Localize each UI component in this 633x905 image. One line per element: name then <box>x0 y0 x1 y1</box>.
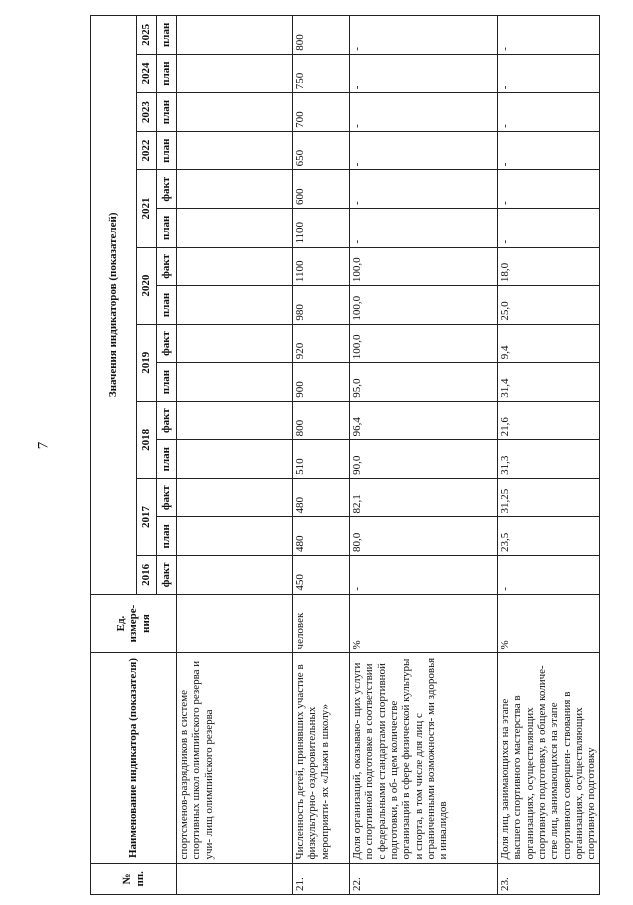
value-cell <box>177 286 293 325</box>
value-cell: - <box>498 208 600 247</box>
value-cell: 80,0 <box>350 517 498 556</box>
value-cell: 980 <box>293 286 350 325</box>
value-cell: - <box>498 54 600 93</box>
value-cell: 82,1 <box>350 478 498 517</box>
header-plan-3: план <box>157 440 177 479</box>
value-cell: - <box>350 556 498 595</box>
value-cell: - <box>350 170 498 209</box>
value-cell: - <box>498 93 600 132</box>
indicator-unit: % <box>350 594 498 653</box>
value-cell <box>177 16 293 55</box>
table-row <box>293 16 350 895</box>
header-year-2021: 2021 <box>137 170 157 247</box>
value-cell <box>177 170 293 209</box>
header-year-2016: 2016 <box>137 556 157 595</box>
value-cell: 100,0 <box>350 247 498 286</box>
value-cell: 31,25 <box>498 478 600 517</box>
value-cell <box>177 363 293 402</box>
value-cell: 100,0 <box>350 324 498 363</box>
value-cell: 650 <box>293 131 350 170</box>
value-cell: 480 <box>293 478 350 517</box>
header-fakt-2: факт <box>157 478 177 517</box>
table-row <box>350 16 498 895</box>
value-cell: 21,6 <box>498 401 600 440</box>
value-cell: 480 <box>293 517 350 556</box>
landscape-table-container <box>90 15 598 895</box>
value-cell: - <box>350 131 498 170</box>
header-year-2018: 2018 <box>137 401 157 478</box>
value-cell <box>177 54 293 93</box>
indicator-name: Доля организаций, оказываю- щих услуги по спортивной подготовке в соответствии с федеральными стандартами спортивной подготовки, в об- щем количестве организаций в сфере физической культуры и спорта, в том числе для лиц с ограниченными возможностя- ми здоровья и инвалидов <box>350 653 498 863</box>
header-fakt-0: факт <box>157 556 177 595</box>
indicators-table <box>90 15 600 895</box>
row-number <box>177 863 293 894</box>
header-year-2022: 2022 <box>137 131 157 170</box>
header-year-2023: 2023 <box>137 93 157 132</box>
value-cell: 1100 <box>293 208 350 247</box>
indicator-unit: % <box>498 594 600 653</box>
header-num: № пп. <box>91 863 177 894</box>
header-year-2024: 2024 <box>137 54 157 93</box>
indicator-name: Доля лиц, занимающихся на этапе высшего спортивного мастерства в организациях, осуществляющих спортивную подготовку, в общем количе- стве лиц, занимающихся на этапе спортивного совершен- ствования в организациях, осуществляющих спортивную подготовку <box>498 653 600 863</box>
header-year-2017: 2017 <box>137 478 157 555</box>
value-cell: 95,0 <box>350 363 498 402</box>
value-cell: - <box>350 54 498 93</box>
value-cell: 510 <box>293 440 350 479</box>
value-cell: - <box>498 131 600 170</box>
header-values: Значения индикаторов (показателей) <box>91 16 137 595</box>
row-number: 23. <box>498 863 600 894</box>
row-number: 22. <box>350 863 498 894</box>
value-cell: 450 <box>293 556 350 595</box>
value-cell <box>177 556 293 595</box>
value-cell: 23,5 <box>498 517 600 556</box>
header-plan-13: план <box>157 54 177 93</box>
header-unit: Ед. измере- ния <box>91 594 177 653</box>
value-cell: 31,3 <box>498 440 600 479</box>
value-cell <box>177 324 293 363</box>
header-fakt-8: факт <box>157 247 177 286</box>
value-cell: 18,0 <box>498 247 600 286</box>
value-cell: 700 <box>293 93 350 132</box>
value-cell: - <box>350 16 498 55</box>
table-row <box>498 16 600 895</box>
value-cell: - <box>498 556 600 595</box>
header-year-2020: 2020 <box>137 247 157 324</box>
value-cell: 920 <box>293 324 350 363</box>
value-cell: 96,4 <box>350 401 498 440</box>
page-number: 7 <box>35 441 52 450</box>
value-cell <box>177 208 293 247</box>
value-cell: - <box>350 208 498 247</box>
header-name: Наименование индикатора (показателя) <box>91 653 177 863</box>
value-cell: 800 <box>293 401 350 440</box>
header-fakt-10: факт <box>157 170 177 209</box>
header-plan-12: план <box>157 93 177 132</box>
value-cell: - <box>350 93 498 132</box>
header-plan-11: план <box>157 131 177 170</box>
value-cell <box>177 517 293 556</box>
value-cell <box>177 93 293 132</box>
value-cell: - <box>498 16 600 55</box>
header-plan-7: план <box>157 286 177 325</box>
value-cell: 1100 <box>293 247 350 286</box>
header-plan-9: план <box>157 208 177 247</box>
value-cell: 25,0 <box>498 286 600 325</box>
header-fakt-6: факт <box>157 324 177 363</box>
row-number: 21. <box>293 863 350 894</box>
value-cell <box>177 440 293 479</box>
indicator-name: Численность детей, принявших участие в физкультурно- оздоровительных мероприяти- ях «Лыжи в школу» <box>293 653 350 863</box>
header-year-2025: 2025 <box>137 16 157 55</box>
value-cell <box>177 131 293 170</box>
header-plan-5: план <box>157 363 177 402</box>
indicator-unit <box>177 594 293 653</box>
header-year-2019: 2019 <box>137 324 157 401</box>
header-plan-1: план <box>157 517 177 556</box>
value-cell <box>177 401 293 440</box>
value-cell: 800 <box>293 16 350 55</box>
value-cell: - <box>498 170 600 209</box>
header-fakt-4: факт <box>157 401 177 440</box>
value-cell <box>177 478 293 517</box>
indicator-unit: человек <box>293 594 350 653</box>
header-plan-14: план <box>157 16 177 55</box>
value-cell: 100,0 <box>350 286 498 325</box>
value-cell: 600 <box>293 170 350 209</box>
value-cell: 90,0 <box>350 440 498 479</box>
value-cell <box>177 247 293 286</box>
table-row <box>177 16 293 895</box>
indicator-name: спортсменов-разрядников в системе спортивных школ олимпийского резерва и учи- лищ олимпийского резерва <box>177 653 293 863</box>
value-cell: 750 <box>293 54 350 93</box>
rotated-table-area <box>90 15 598 895</box>
value-cell: 9,4 <box>498 324 600 363</box>
value-cell: 900 <box>293 363 350 402</box>
value-cell: 31,4 <box>498 363 600 402</box>
